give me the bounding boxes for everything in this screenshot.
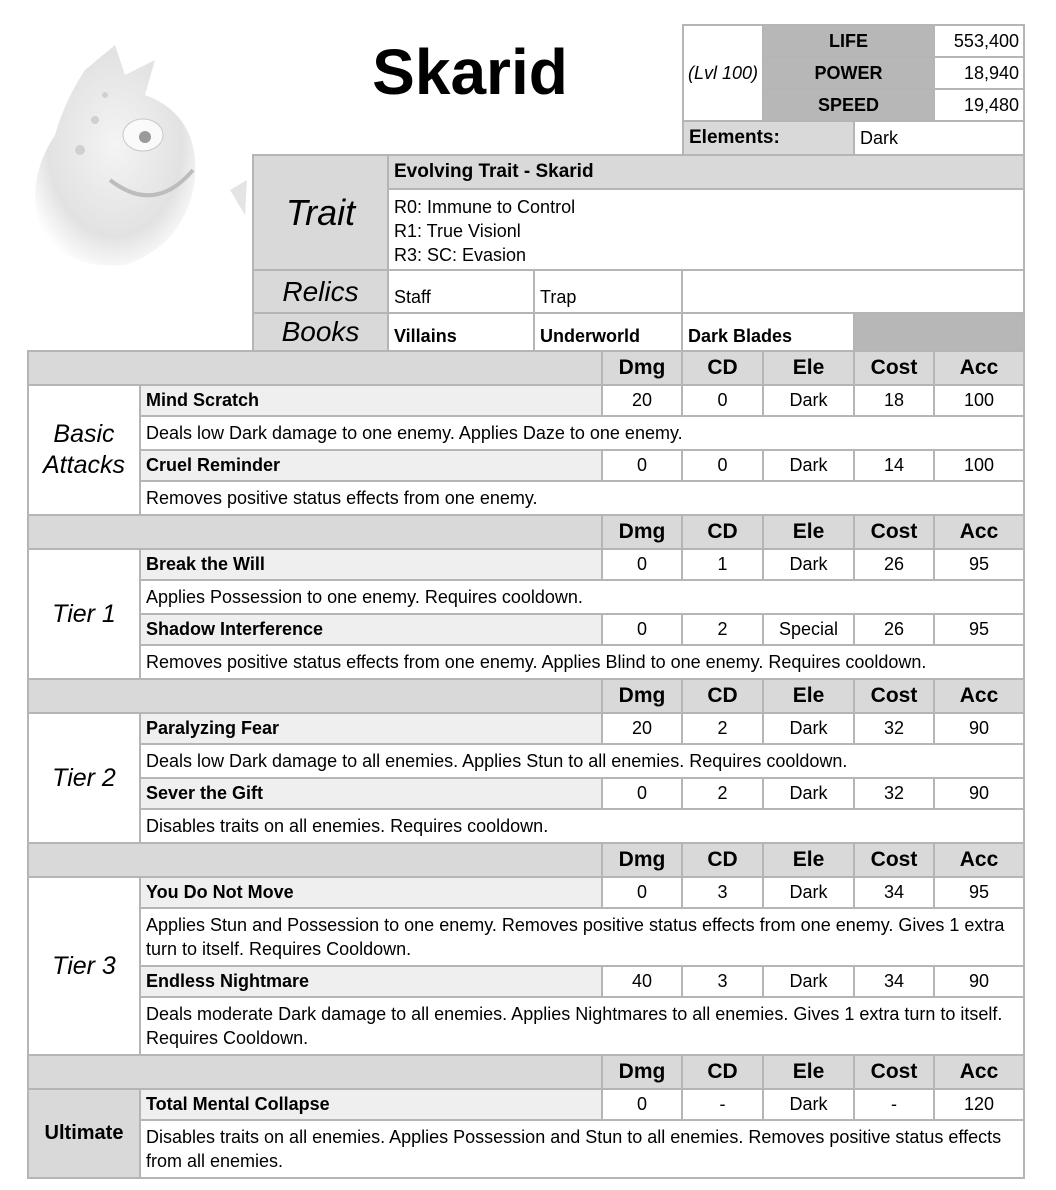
- attack-cost: 34: [853, 876, 935, 909]
- column-header-dmg: Dmg: [601, 350, 683, 386]
- column-header-dmg: Dmg: [601, 842, 683, 878]
- attack-dmg: 0: [601, 1088, 683, 1121]
- attack-description: Applies Possession to one enemy. Requires cooldown.: [139, 579, 1025, 615]
- attack-ele: Dark: [762, 548, 855, 581]
- column-header-acc: Acc: [933, 514, 1025, 550]
- attack-description: Removes positive status effects from one enemy.: [139, 480, 1025, 516]
- attack-cd: 2: [681, 613, 764, 646]
- attack-cd: 2: [681, 712, 764, 745]
- attack-description: Disables traits on all enemies. Applies Possession and Stun to all enemies. Removes positive status effects from all enemies.: [139, 1119, 1025, 1179]
- attack-description: Deals moderate Dark damage to all enemies. Applies Nightmares to all enemies. Gives 1 extra turn to itself. Requires Cooldown.: [139, 996, 1025, 1056]
- stat-power-value: 18,940: [933, 56, 1025, 90]
- attack-ele: Dark: [762, 1088, 855, 1121]
- attack-cd: 3: [681, 965, 764, 998]
- attack-acc: 100: [933, 384, 1025, 417]
- attack-acc: 95: [933, 876, 1025, 909]
- attack-name: Shadow Interference: [139, 613, 603, 646]
- trait-title: Evolving Trait - Skarid: [387, 154, 1025, 190]
- attack-acc: 95: [933, 548, 1025, 581]
- relic-item: Trap: [533, 269, 683, 314]
- attack-name: You Do Not Move: [139, 876, 603, 909]
- attack-name: Sever the Gift: [139, 777, 603, 810]
- attack-cd: -: [681, 1088, 764, 1121]
- column-header-acc: Acc: [933, 842, 1025, 878]
- attack-dmg: 0: [601, 548, 683, 581]
- attack-name: Paralyzing Fear: [139, 712, 603, 745]
- character-name: Skarid: [372, 36, 568, 108]
- column-header-cost: Cost: [853, 678, 935, 714]
- column-header-ele: Ele: [762, 514, 855, 550]
- attack-ele: Dark: [762, 384, 855, 417]
- column-header-cd: CD: [681, 842, 764, 878]
- column-header-dmg: Dmg: [601, 1054, 683, 1090]
- section-label-tier-1: Tier 1: [27, 548, 141, 680]
- section-header-row: [27, 1054, 603, 1090]
- column-header-ele: Ele: [762, 678, 855, 714]
- attack-ele: Dark: [762, 712, 855, 745]
- column-header-cd: CD: [681, 350, 764, 386]
- column-header-ele: Ele: [762, 1054, 855, 1090]
- attack-dmg: 40: [601, 965, 683, 998]
- attack-acc: 90: [933, 777, 1025, 810]
- attack-cost: 26: [853, 613, 935, 646]
- elements-value: Dark: [853, 120, 1025, 156]
- attack-description: Deals low Dark damage to all enemies. Applies Stun to all enemies. Requires cooldown.: [139, 743, 1025, 779]
- attack-acc: 95: [933, 613, 1025, 646]
- attack-dmg: 20: [601, 384, 683, 417]
- stat-life-value: 553,400: [933, 24, 1025, 58]
- trait-line: R0: Immune to Control: [394, 197, 576, 217]
- book-item: Dark Blades: [681, 312, 855, 352]
- attack-ele: Dark: [762, 965, 855, 998]
- trait-line: R1: True Visionl: [394, 221, 521, 241]
- section-label-tier-2: Tier 2: [27, 712, 141, 844]
- column-header-cd: CD: [681, 514, 764, 550]
- character-portrait: [25, 40, 250, 280]
- section-label-tier-3: Tier 3: [27, 876, 141, 1056]
- stat-power-label: POWER: [762, 56, 935, 90]
- column-header-ele: Ele: [762, 350, 855, 386]
- attack-name: Break the Will: [139, 548, 603, 581]
- attack-acc: 90: [933, 965, 1025, 998]
- attack-description: Applies Stun and Possession to one enemy. Removes positive status effects from one enemy. Gives 1 extra turn to itself. Requires Cooldown.: [139, 907, 1025, 967]
- attack-cost: 34: [853, 965, 935, 998]
- attack-cost: 26: [853, 548, 935, 581]
- elements-label: Elements:: [682, 120, 855, 156]
- attack-ele: Dark: [762, 876, 855, 909]
- attack-dmg: 0: [601, 613, 683, 646]
- book-item: Villains: [387, 312, 535, 352]
- column-header-cd: CD: [681, 1054, 764, 1090]
- stat-life-label: LIFE: [762, 24, 935, 58]
- attack-dmg: 0: [601, 876, 683, 909]
- column-header-cost: Cost: [853, 350, 935, 386]
- attack-cost: 32: [853, 777, 935, 810]
- column-header-cost: Cost: [853, 842, 935, 878]
- trait-label: Trait: [252, 154, 389, 271]
- attack-cd: 3: [681, 876, 764, 909]
- column-header-dmg: Dmg: [601, 514, 683, 550]
- relic-empty-slot: [681, 269, 1025, 314]
- attack-dmg: 20: [601, 712, 683, 745]
- attack-description: Deals low Dark damage to one enemy. Applies Daze to one enemy.: [139, 415, 1025, 451]
- column-header-ele: Ele: [762, 842, 855, 878]
- attack-dmg: 0: [601, 777, 683, 810]
- attack-ele: Special: [762, 613, 855, 646]
- attack-name: Cruel Reminder: [139, 449, 603, 482]
- attack-cost: -: [853, 1088, 935, 1121]
- column-header-cd: CD: [681, 678, 764, 714]
- attack-name: Mind Scratch: [139, 384, 603, 417]
- section-header-row: [27, 350, 603, 386]
- attack-cost: 32: [853, 712, 935, 745]
- relic-item: Staff: [387, 269, 535, 314]
- attack-cd: 0: [681, 449, 764, 482]
- section-header-row: [27, 514, 603, 550]
- attack-description: Disables traits on all enemies. Requires cooldown.: [139, 808, 1025, 844]
- attack-ele: Dark: [762, 777, 855, 810]
- attack-name: Total Mental Collapse: [139, 1088, 603, 1121]
- attack-ele: Dark: [762, 449, 855, 482]
- attack-cd: 0: [681, 384, 764, 417]
- trait-line: R3: SC: Evasion: [394, 245, 527, 265]
- attack-description: Removes positive status effects from one enemy. Applies Blind to one enemy. Requires cooldown.: [139, 644, 1025, 680]
- column-header-cost: Cost: [853, 514, 935, 550]
- attack-cd: 2: [681, 777, 764, 810]
- relics-label: Relics: [252, 269, 389, 314]
- column-header-acc: Acc: [933, 678, 1025, 714]
- attack-acc: 90: [933, 712, 1025, 745]
- column-header-dmg: Dmg: [601, 678, 683, 714]
- attack-cost: 14: [853, 449, 935, 482]
- section-label-ultimate: Ultimate: [27, 1088, 141, 1179]
- book-empty-slot: [853, 312, 1025, 352]
- attack-dmg: 0: [601, 449, 683, 482]
- attack-acc: 100: [933, 449, 1025, 482]
- level-label: (Lvl 100): [682, 24, 764, 122]
- attack-acc: 120: [933, 1088, 1025, 1121]
- column-header-cost: Cost: [853, 1054, 935, 1090]
- attack-cd: 1: [681, 548, 764, 581]
- section-label-basic-attacks: Basic Attacks: [27, 384, 141, 516]
- stat-speed-value: 19,480: [933, 88, 1025, 122]
- section-header-row: [27, 842, 603, 878]
- attack-name: Endless Nightmare: [139, 965, 603, 998]
- trait-description: [387, 188, 1025, 271]
- section-header-row: [27, 678, 603, 714]
- column-header-acc: Acc: [933, 350, 1025, 386]
- attack-cost: 18: [853, 384, 935, 417]
- column-header-acc: Acc: [933, 1054, 1025, 1090]
- book-item: Underworld: [533, 312, 683, 352]
- stat-speed-label: SPEED: [762, 88, 935, 122]
- books-label: Books: [252, 312, 389, 352]
